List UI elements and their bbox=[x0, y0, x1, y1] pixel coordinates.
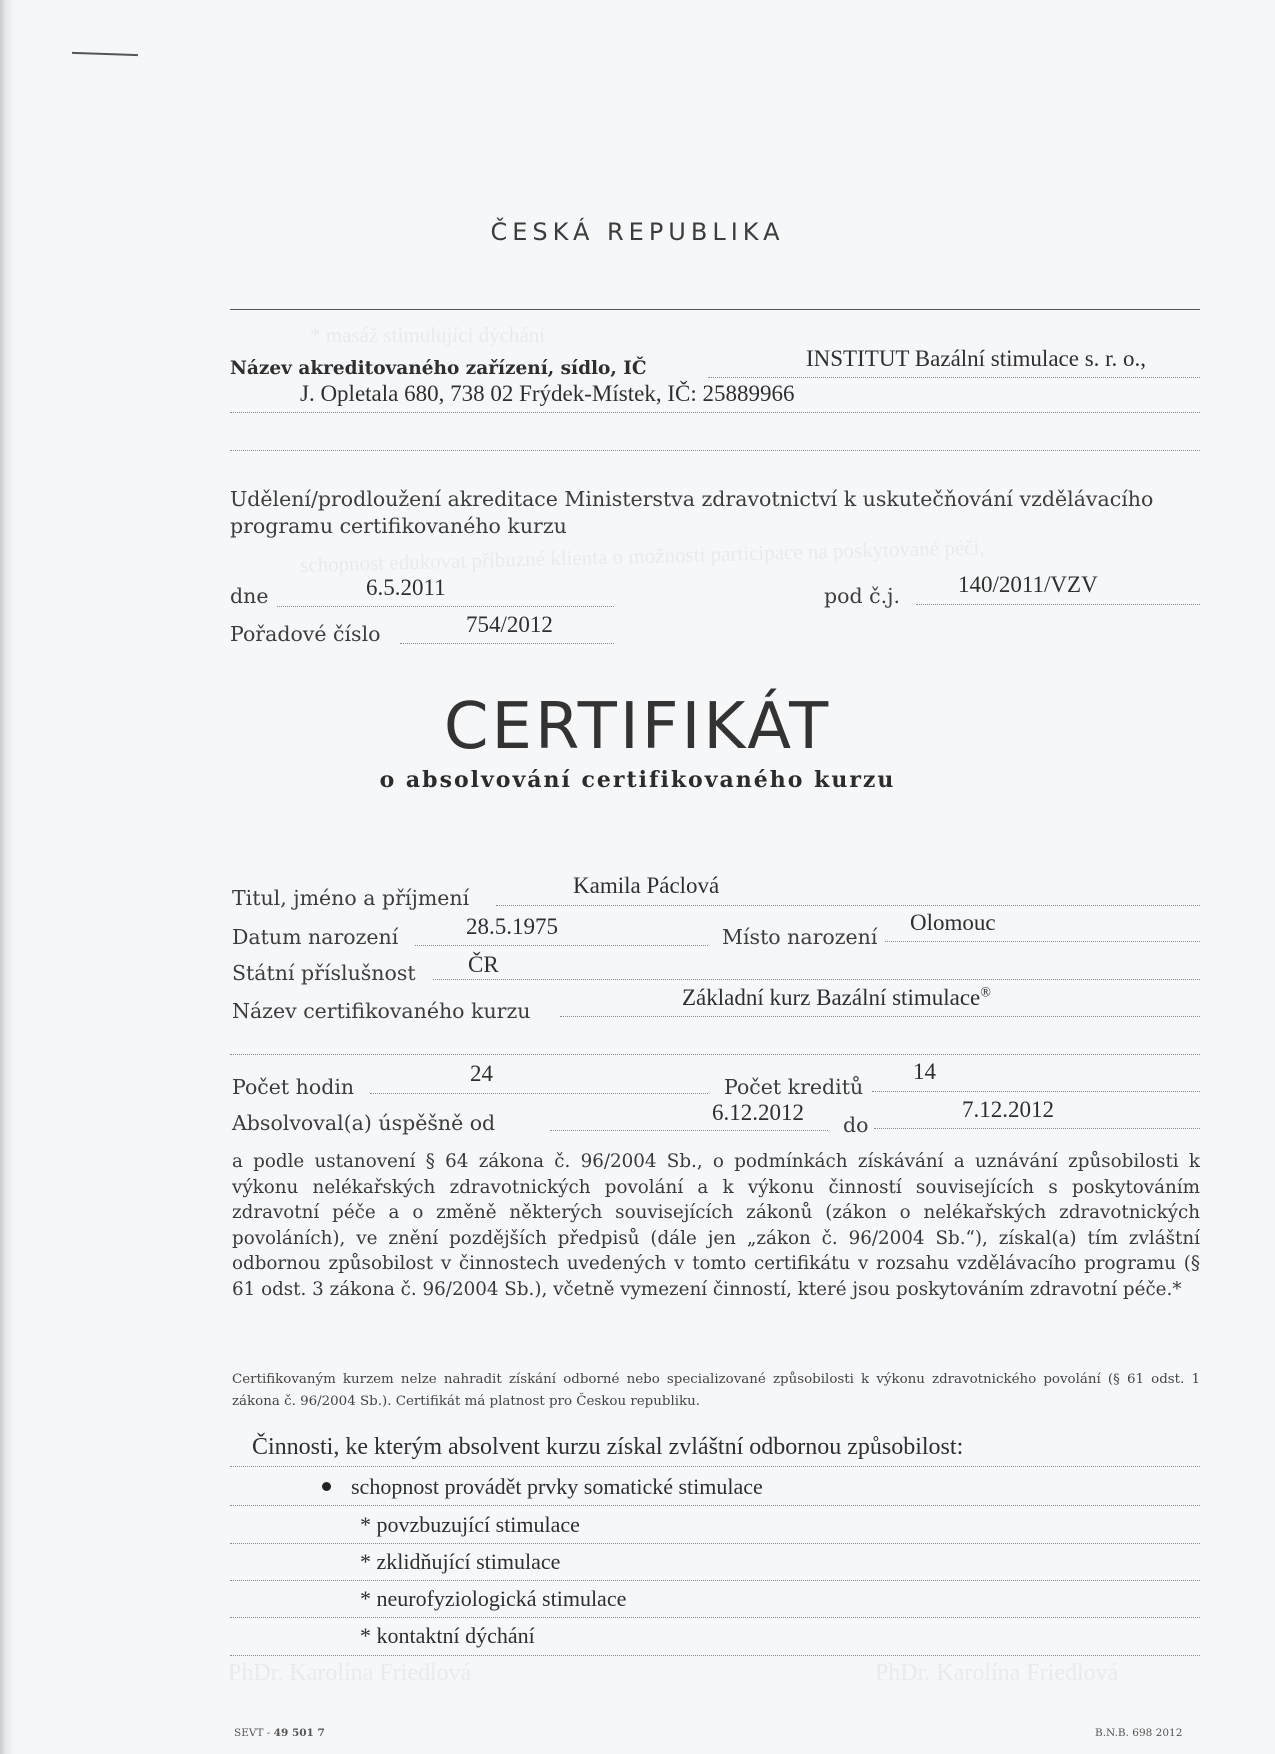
facility-address: J. Opletala 680, 738 02 Frýdek-Místek, IČ: 25889966 bbox=[300, 381, 795, 406]
show-through-text: schopnost edukovat příbuzné klienta o možnosti participace na poskytované péči, bbox=[299, 535, 985, 577]
birth-place-value: Olomouc bbox=[910, 910, 996, 935]
completed-to-value: 7.12.2012 bbox=[962, 1097, 1054, 1122]
dotted-line bbox=[496, 905, 1200, 906]
dotted-line bbox=[872, 1091, 1200, 1092]
bullet-icon bbox=[322, 1482, 331, 1491]
accreditation-text: Udělení/prodloužení akreditace Ministerstva zdravotnictví k uskutečňování vzdělávacího bbox=[230, 487, 1154, 511]
dotted-line bbox=[708, 377, 1200, 378]
dotted-line bbox=[230, 1543, 1200, 1544]
dotted-line bbox=[550, 1130, 828, 1131]
dotted-line bbox=[415, 945, 708, 946]
birth-date-value: 28.5.1975 bbox=[466, 914, 558, 939]
dotted-line bbox=[874, 1128, 1200, 1129]
completed-from-value: 6.12.2012 bbox=[712, 1100, 804, 1125]
dotted-line bbox=[230, 1505, 1200, 1506]
course-name-value bbox=[682, 985, 991, 1011]
activity-text: schopnost provádět prvky somatické stimulace bbox=[351, 1474, 763, 1499]
show-through-text: * masáž stimulující dýchání bbox=[310, 323, 546, 347]
activity-item: * zklidňující stimulace bbox=[360, 1549, 561, 1574]
registered-mark: ® bbox=[980, 985, 991, 1001]
citizenship-label: Státní příslušnost bbox=[232, 961, 416, 985]
dotted-line bbox=[400, 643, 614, 644]
country-heading: ČESKÁ REPUBLIKA bbox=[490, 218, 785, 246]
dotted-line bbox=[230, 1580, 1200, 1581]
printer-code: B.N.B. 698 2012 bbox=[1095, 1727, 1183, 1739]
hours-label: Počet hodin bbox=[232, 1075, 355, 1099]
name-value: Kamila Páclová bbox=[573, 873, 720, 898]
accreditation-text: programu certifikovaného kurzu bbox=[230, 514, 567, 538]
dotted-line bbox=[230, 412, 1200, 413]
hours-value: 24 bbox=[470, 1061, 493, 1086]
credits-value: 14 bbox=[913, 1059, 936, 1084]
validity-note: Certifikovaným kurzem nelze nahradit získání odborné nebo specializované způsobilosti k výkonu zdravotnického povolání (§ 61 odst. 1 zákona č. 96/2004 Sb.). Certifikát má platnost pro Českou republiku. bbox=[232, 1372, 1200, 1409]
activity-item: * neurofyziologická stimulace bbox=[360, 1586, 627, 1611]
form-code-prefix: SEVT - bbox=[234, 1727, 274, 1739]
dotted-line bbox=[230, 1466, 1200, 1467]
date-value: 6.5.2011 bbox=[366, 575, 446, 600]
dotted-line bbox=[916, 604, 1200, 605]
show-through-text: PhDr. Karolína Friedlová bbox=[228, 1660, 472, 1686]
certificate-title: CERTIFIKÁT bbox=[443, 690, 832, 764]
course-name-label: Název certifikovaného kurzu bbox=[232, 999, 531, 1023]
credits-label: Počet kreditů bbox=[724, 1075, 864, 1099]
divider-line bbox=[230, 309, 1200, 310]
dotted-line bbox=[277, 606, 614, 607]
scan-mark bbox=[72, 52, 138, 56]
form-code bbox=[234, 1727, 325, 1739]
dotted-line bbox=[230, 1655, 1200, 1656]
order-number-label: Pořadové číslo bbox=[230, 622, 381, 646]
show-through-text: PhDr. Karolína Friedlová bbox=[875, 1660, 1119, 1686]
completed-label: Absolvoval(a) úspěšně od bbox=[232, 1111, 496, 1135]
activity-item: * kontaktní dýchání bbox=[360, 1623, 535, 1648]
completed-to-label: do bbox=[843, 1113, 869, 1137]
citizenship-value: ČR bbox=[468, 952, 499, 977]
facility-value: INSTITUT Bazální stimulace s. r. o., bbox=[806, 346, 1147, 371]
dotted-line bbox=[560, 1016, 1200, 1017]
order-number-value: 754/2012 bbox=[466, 612, 553, 637]
dotted-line bbox=[370, 1093, 708, 1094]
dotted-line bbox=[230, 450, 1200, 451]
name-label: Titul, jméno a příjmení bbox=[232, 886, 470, 910]
date-label: dne bbox=[230, 584, 269, 608]
birth-date-label: Datum narození bbox=[232, 925, 399, 949]
form-code-number: 49 501 7 bbox=[273, 1727, 325, 1739]
certificate-subtitle: o absolvování certifikovaného kurzu bbox=[379, 767, 896, 793]
activities-heading: Činnosti, ke kterým absolvent kurzu získal zvláštní odbornou způsobilost: bbox=[252, 1434, 964, 1460]
reference-value: 140/2011/VZV bbox=[958, 572, 1098, 597]
course-name-text: Základní kurz Bazální stimulace bbox=[682, 985, 981, 1010]
activity-item: * povzbuzující stimulace bbox=[360, 1512, 580, 1537]
dotted-line bbox=[230, 1054, 1200, 1055]
facility-label: Název akreditovaného zařízení, sídlo, IČ bbox=[230, 358, 647, 379]
dotted-line bbox=[885, 941, 1200, 942]
dotted-line bbox=[433, 979, 1200, 980]
reference-label: pod č.j. bbox=[824, 584, 900, 608]
dotted-line bbox=[230, 1617, 1200, 1618]
activity-item bbox=[322, 1474, 763, 1500]
birth-place-label: Místo narození bbox=[722, 925, 878, 949]
legal-paragraph: a podle ustanovení § 64 zákona č. 96/2004 Sb., o podmínkách získávání a uznávání způsobilosti k výkonu nelékařských zdravotnických povolání a k výkonu činností souvisejících s poskytováním zdravotní péče a o změně některých souvisejících zákonů (zákon o nelékařských zdravotnických povoláních), ve znění pozdějších předpisů (dále jen „zákon č. 96/2004 Sb.“), získal(a) tím zvláštní odbornou způsobilost v činnostech uvedených v tomto certifikátu v rozsahu vzdělávacího programu (§ 61 odst. 3 zákona č. 96/2004 Sb.), včetně vymezení činností, které jsou poskytováním zdravotní péče.* bbox=[232, 1151, 1200, 1300]
